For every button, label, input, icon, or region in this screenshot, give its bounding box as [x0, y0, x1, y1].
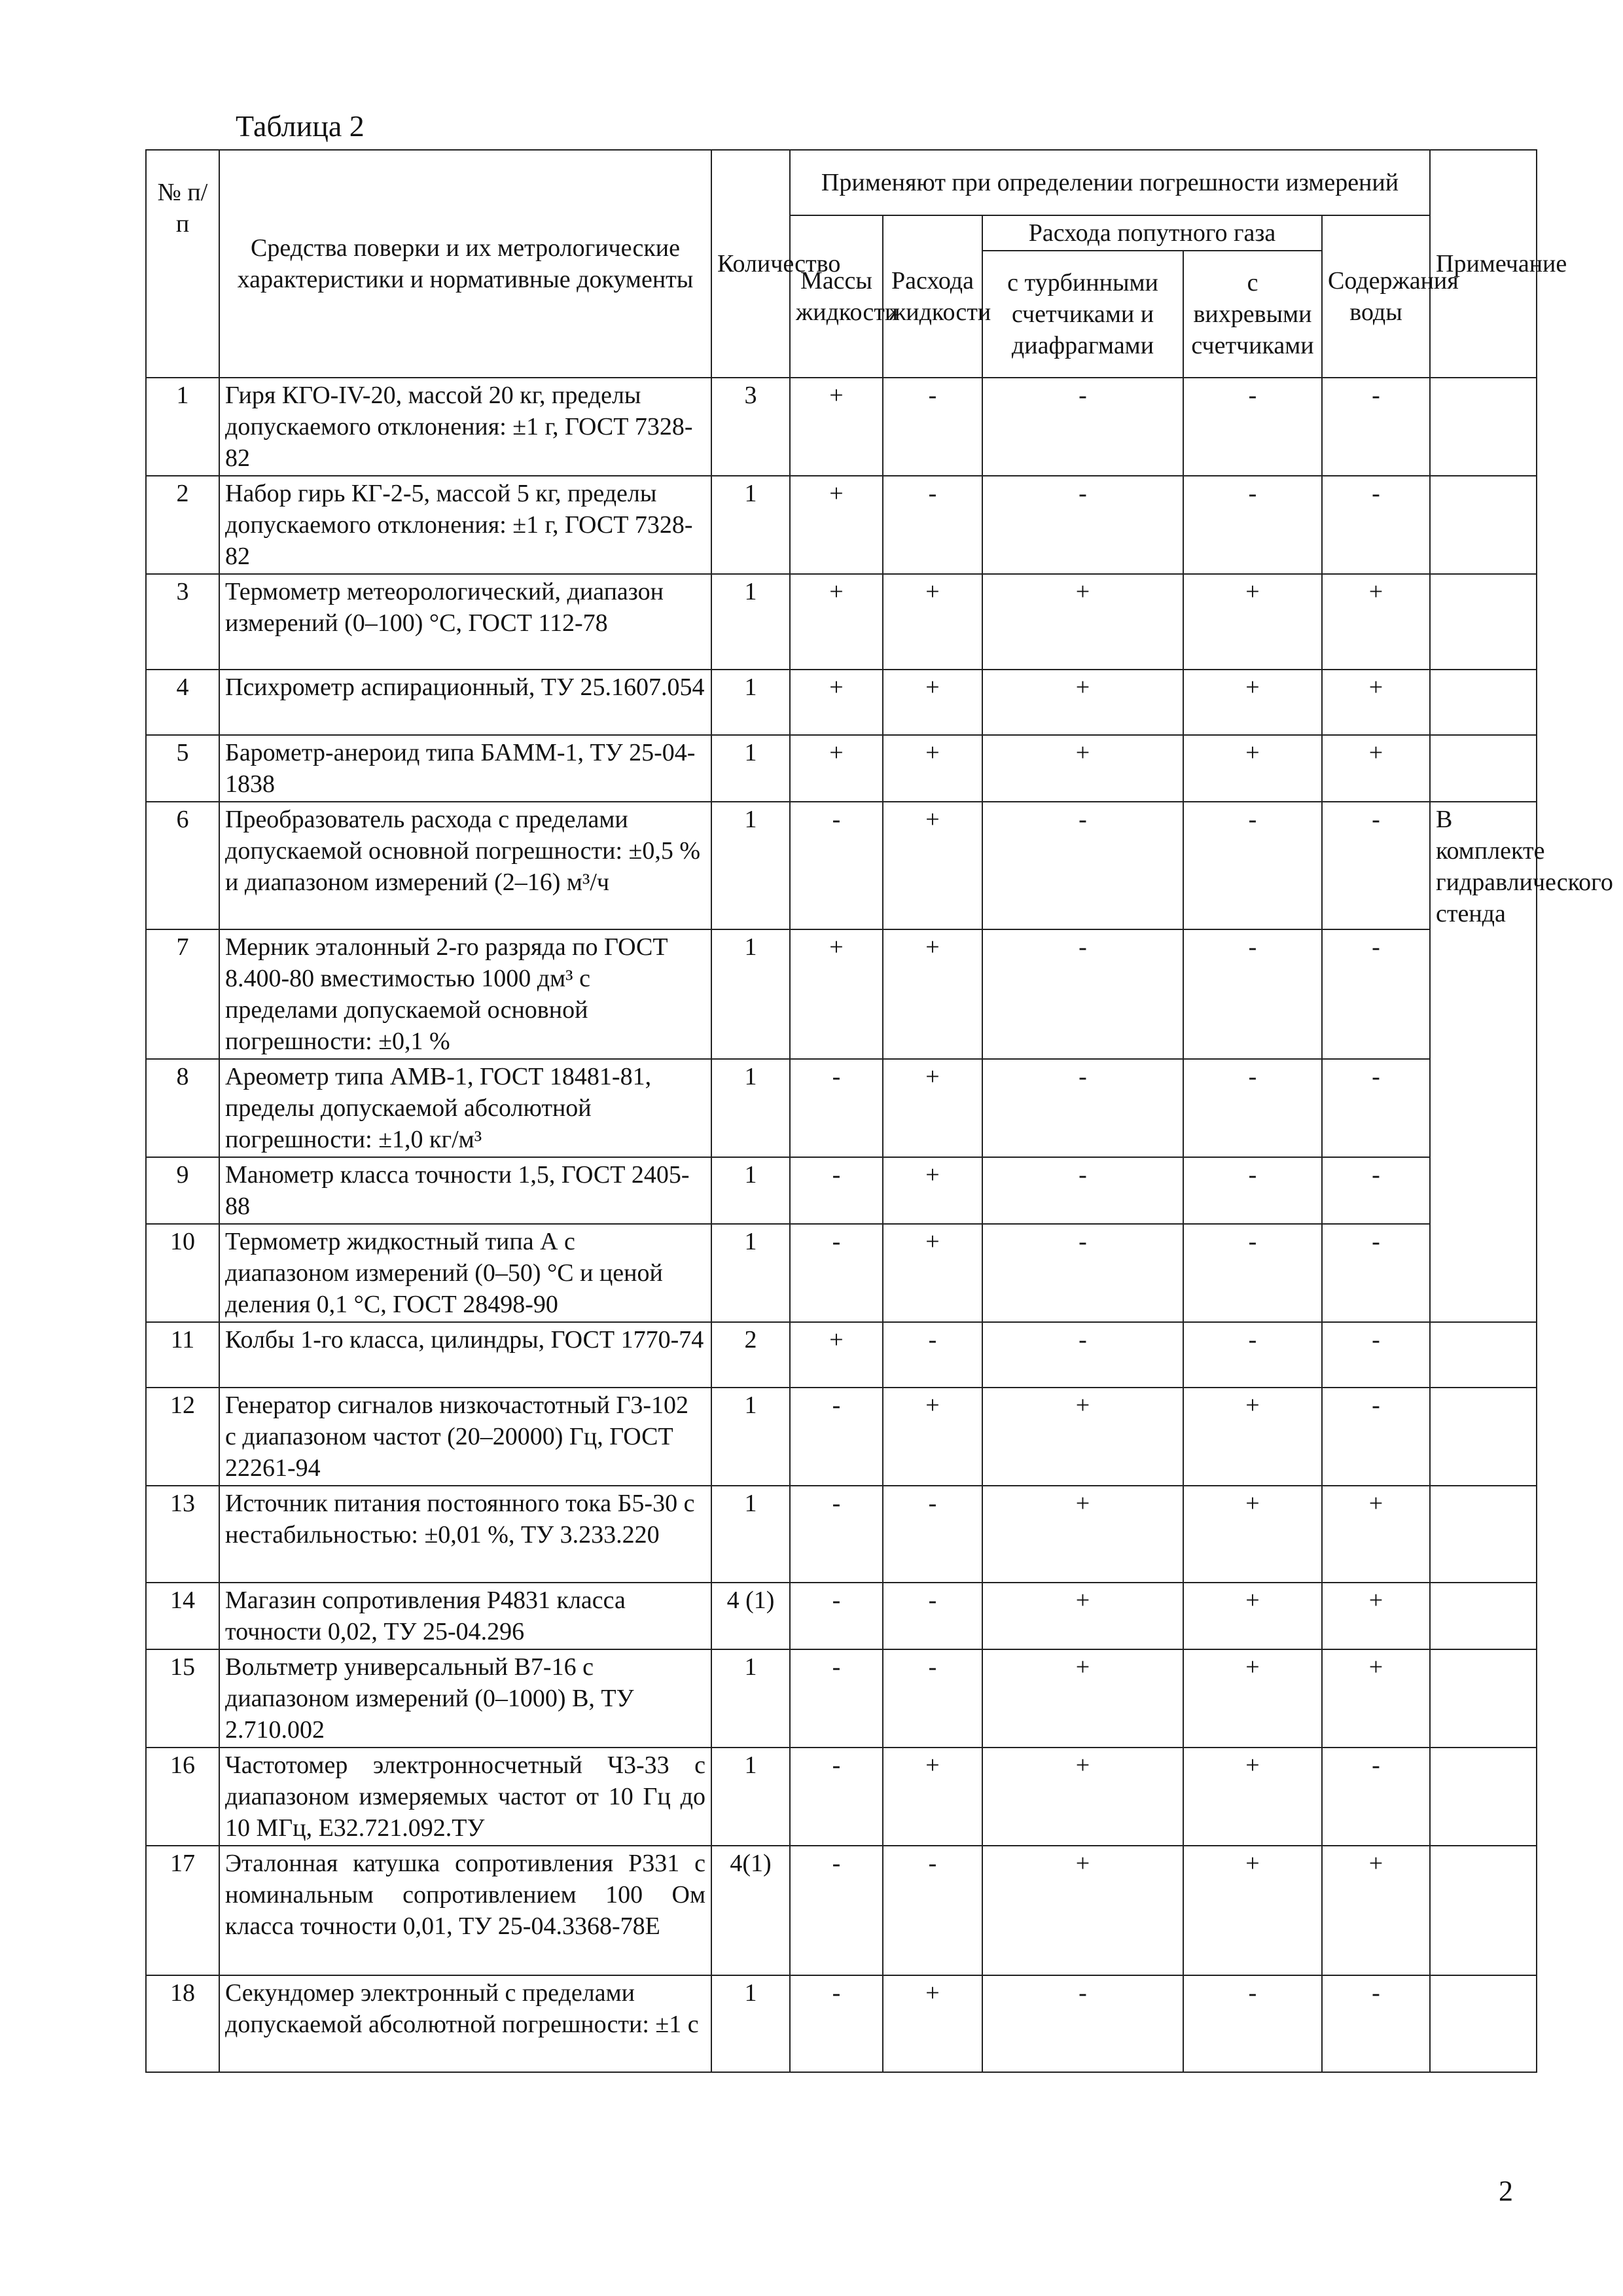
cell-turb: - — [982, 476, 1183, 574]
row-description: Психрометр аспирационный, ТУ 25.1607.054 — [219, 670, 711, 735]
cell-mass: - — [790, 1748, 883, 1846]
cell-flow: + — [883, 670, 982, 735]
cell-qty: 4(1) — [711, 1846, 790, 1975]
cell-water: + — [1322, 1846, 1430, 1975]
table-row — [146, 476, 1537, 574]
cell-vort: - — [1183, 378, 1322, 476]
header-flow-liquid: Расхода жидкости — [883, 215, 982, 378]
table-row — [146, 1583, 1537, 1649]
cell-flow: + — [883, 1748, 982, 1846]
cell-flow: - — [883, 1583, 982, 1649]
cell-water: + — [1322, 574, 1430, 670]
table-row — [146, 670, 1537, 735]
cell-vort: + — [1183, 1748, 1322, 1846]
table-row — [146, 1157, 1537, 1224]
cell-mass: - — [790, 802, 883, 929]
cell-vort: + — [1183, 1388, 1322, 1486]
cell-qty: 1 — [711, 929, 790, 1059]
cell-vort: - — [1183, 929, 1322, 1059]
row-description: Набор гирь КГ-2-5, массой 5 кг, пределы допускаемого отклонения: ±1 г, ГОСТ 7328-82 — [219, 476, 711, 574]
cell-turb: + — [982, 574, 1183, 670]
header-turbine: с турбинными счетчиками и диафрагмами — [982, 251, 1183, 378]
cell-turb: - — [982, 1322, 1183, 1388]
cell-vort: + — [1183, 1846, 1322, 1975]
row-number: 12 — [146, 1388, 219, 1486]
cell-vort: - — [1183, 1157, 1322, 1224]
cell-turb: + — [982, 735, 1183, 802]
table-row — [146, 378, 1537, 476]
cell-vort: - — [1183, 1975, 1322, 2072]
row-description: Ареометр типа АМВ-1, ГОСТ 18481-81, пределы допускаемой абсолютной погрешности: ±1,0 кг/м³ — [219, 1059, 711, 1157]
table-row — [146, 802, 1537, 929]
cell-mass: + — [790, 1322, 883, 1388]
cell-note-empty — [1430, 378, 1537, 476]
cell-mass: - — [790, 1388, 883, 1486]
row-number: 2 — [146, 476, 219, 574]
table-row — [146, 1486, 1537, 1583]
row-number: 9 — [146, 1157, 219, 1224]
cell-water: + — [1322, 1649, 1430, 1748]
cell-water: - — [1322, 1388, 1430, 1486]
cell-note-empty — [1430, 1975, 1537, 2072]
cell-qty: 1 — [711, 476, 790, 574]
cell-flow: - — [883, 1846, 982, 1975]
cell-flow: + — [883, 1157, 982, 1224]
cell-qty: 1 — [711, 1975, 790, 2072]
cell-water: - — [1322, 929, 1430, 1059]
cell-note-empty — [1430, 574, 1537, 670]
cell-turb: + — [982, 1388, 1183, 1486]
cell-qty: 1 — [711, 1059, 790, 1157]
cell-qty: 1 — [711, 1748, 790, 1846]
header-note: Примечание — [1430, 150, 1537, 378]
row-description: Частотомер электронносчетный Ч3-33 с диапазоном измеряемых частот от 10 Гц до 10 МГц, Е32.721.092.ТУ — [219, 1748, 711, 1846]
cell-mass: - — [790, 1846, 883, 1975]
table-row — [146, 1748, 1537, 1846]
header-applied: Применяют при определении погрешности измерений — [790, 150, 1430, 215]
row-description: Термометр жидкостный типа А с диапазоном измерений (0–50) °С и ценой деления 0,1 °С, ГОСТ 28498-90 — [219, 1224, 711, 1322]
cell-turb: - — [982, 929, 1183, 1059]
cell-water: - — [1322, 476, 1430, 574]
table-row — [146, 1649, 1537, 1748]
cell-qty: 1 — [711, 1388, 790, 1486]
cell-qty: 1 — [711, 574, 790, 670]
cell-water: - — [1322, 1748, 1430, 1846]
cell-vort: - — [1183, 1224, 1322, 1322]
cell-note-empty — [1430, 1649, 1537, 1748]
cell-mass: - — [790, 1649, 883, 1748]
cell-water: + — [1322, 735, 1430, 802]
cell-flow: - — [883, 1322, 982, 1388]
cell-water: - — [1322, 378, 1430, 476]
cell-turb: - — [982, 1157, 1183, 1224]
cell-water: - — [1322, 802, 1430, 929]
cell-turb: + — [982, 1583, 1183, 1649]
cell-water: - — [1322, 1157, 1430, 1224]
row-description: Секундомер электронный с пределами допускаемой абсолютной погрешности: ±1 с — [219, 1975, 711, 2072]
cell-vort: - — [1183, 1059, 1322, 1157]
table-row — [146, 1846, 1537, 1975]
cell-mass: - — [790, 1583, 883, 1649]
row-description: Магазин сопротивления Р4831 класса точности 0,02, ТУ 25-04.296 — [219, 1583, 711, 1649]
row-description: Мерник эталонный 2-го разряда по ГОСТ 8.400-80 вместимостью 1000 дм³ с пределами допускаемой основной погрешности: ±0,1 % — [219, 929, 711, 1059]
header-mass: Массы жидкости — [790, 215, 883, 378]
cell-qty: 1 — [711, 1157, 790, 1224]
row-number: 11 — [146, 1322, 219, 1388]
cell-note-empty — [1430, 476, 1537, 574]
cell-vort: + — [1183, 735, 1322, 802]
cell-turb: + — [982, 1649, 1183, 1748]
cell-flow: + — [883, 735, 982, 802]
cell-note-empty — [1430, 735, 1537, 802]
cell-vort: + — [1183, 1583, 1322, 1649]
cell-note-empty — [1430, 1846, 1537, 1975]
row-number: 13 — [146, 1486, 219, 1583]
row-description: Генератор сигналов низкочастотный Г3-102 с диапазоном частот (20–20000) Гц, ГОСТ 22261-94 — [219, 1388, 711, 1486]
cell-turb: - — [982, 378, 1183, 476]
cell-turb: + — [982, 1748, 1183, 1846]
cell-flow: - — [883, 378, 982, 476]
cell-vort: + — [1183, 670, 1322, 735]
table-row — [146, 1975, 1537, 2072]
cell-flow: + — [883, 1224, 982, 1322]
cell-turb: - — [982, 1224, 1183, 1322]
cell-flow: - — [883, 476, 982, 574]
cell-qty: 1 — [711, 1486, 790, 1583]
cell-mass: + — [790, 574, 883, 670]
row-number: 7 — [146, 929, 219, 1059]
cell-turb: + — [982, 1846, 1183, 1975]
row-description: Преобразователь расхода с пределами допускаемой основной погрешности: ±0,5 % и диапазоном измерений (2–16) м³/ч — [219, 802, 711, 929]
row-number: 4 — [146, 670, 219, 735]
cell-water: - — [1322, 1975, 1430, 2072]
cell-mass: + — [790, 929, 883, 1059]
cell-water: + — [1322, 1583, 1430, 1649]
cell-turb: + — [982, 670, 1183, 735]
cell-water: - — [1322, 1224, 1430, 1322]
header-number: № п/п — [146, 150, 219, 378]
cell-water: - — [1322, 1322, 1430, 1388]
table-body — [146, 378, 1613, 2072]
cell-mass: + — [790, 735, 883, 802]
cell-qty: 1 — [711, 1224, 790, 1322]
cell-qty: 1 — [711, 802, 790, 929]
cell-vort: - — [1183, 802, 1322, 929]
row-description: Колбы 1-го класса, цилиндры, ГОСТ 1770-74 — [219, 1322, 711, 1388]
cell-note-empty — [1430, 670, 1537, 735]
cell-flow: - — [883, 1486, 982, 1583]
row-number: 17 — [146, 1846, 219, 1975]
table-caption: Таблица 2 — [236, 109, 365, 143]
cell-note-empty — [1430, 1388, 1537, 1486]
cell-turb: - — [982, 1975, 1183, 2072]
cell-vort: + — [1183, 1649, 1322, 1748]
cell-qty: 1 — [711, 670, 790, 735]
row-number: 10 — [146, 1224, 219, 1322]
row-description: Эталонная катушка сопротивления Р331 с номинальным сопротивлением 100 Ом класса точности 0,01, ТУ 25-04.3368-78Е — [219, 1846, 711, 1975]
header-flow-gas: Расхода попутного газа — [982, 215, 1322, 251]
header-quantity: Количество — [711, 150, 790, 378]
cell-vort: - — [1183, 1322, 1322, 1388]
row-number: 14 — [146, 1583, 219, 1649]
cell-mass: + — [790, 476, 883, 574]
page-number: 2 — [1499, 2175, 1513, 2207]
verification-means-table — [145, 149, 1613, 2073]
cell-qty: 1 — [711, 1649, 790, 1748]
row-number: 16 — [146, 1748, 219, 1846]
cell-vort: + — [1183, 1486, 1322, 1583]
table-row — [146, 929, 1537, 1059]
row-description: Гиря КГО-IV-20, массой 20 кг, пределы допускаемого отклонения: ±1 г, ГОСТ 7328-82 — [219, 378, 711, 476]
row-number: 8 — [146, 1059, 219, 1157]
row-description: Манометр класса точности 1,5, ГОСТ 2405-88 — [219, 1157, 711, 1224]
cell-note-empty — [1430, 1583, 1537, 1649]
table-row — [146, 1224, 1537, 1322]
cell-turb: + — [982, 1486, 1183, 1583]
cell-note-empty — [1430, 1748, 1537, 1846]
table-row — [146, 735, 1537, 802]
cell-qty: 1 — [711, 735, 790, 802]
cell-turb: - — [982, 802, 1183, 929]
table-row — [146, 1322, 1537, 1388]
cell-mass: - — [790, 1224, 883, 1322]
cell-note: В комплекте гидравлического стенда — [1430, 802, 1537, 1322]
row-number: 5 — [146, 735, 219, 802]
cell-water: + — [1322, 1486, 1430, 1583]
table-row — [146, 574, 1537, 670]
cell-water: - — [1322, 1059, 1430, 1157]
cell-flow: + — [883, 1059, 982, 1157]
row-description: Барометр-анероид типа БАММ-1, ТУ 25-04-1838 — [219, 735, 711, 802]
cell-note-empty — [1430, 1322, 1537, 1388]
cell-mass: + — [790, 378, 883, 476]
header-vortex: с вихревыми счетчиками — [1183, 251, 1322, 378]
cell-mass: - — [790, 1975, 883, 2072]
row-number: 18 — [146, 1975, 219, 2072]
header-means: Средства поверки и их метрологические характеристики и нормативные документы — [219, 150, 711, 378]
cell-mass: + — [790, 670, 883, 735]
cell-flow: + — [883, 1388, 982, 1486]
header-water: Содержания воды — [1322, 215, 1430, 378]
cell-water: + — [1322, 670, 1430, 735]
cell-flow: + — [883, 802, 982, 929]
row-number: 6 — [146, 802, 219, 929]
cell-flow: - — [883, 1649, 982, 1748]
cell-flow: + — [883, 574, 982, 670]
table-row — [146, 1059, 1537, 1157]
cell-vort: - — [1183, 476, 1322, 574]
row-number: 15 — [146, 1649, 219, 1748]
row-description: Термометр метеорологический, диапазон измерений (0–100) °С, ГОСТ 112-78 — [219, 574, 711, 670]
cell-qty: 2 — [711, 1322, 790, 1388]
row-number: 3 — [146, 574, 219, 670]
cell-turb: - — [982, 1059, 1183, 1157]
cell-flow: + — [883, 929, 982, 1059]
row-description: Источник питания постоянного тока Б5-30 с нестабильностью: ±0,01 %, ТУ 3.233.220 — [219, 1486, 711, 1583]
cell-qty: 3 — [711, 378, 790, 476]
cell-vort: + — [1183, 574, 1322, 670]
cell-mass: - — [790, 1059, 883, 1157]
cell-mass: - — [790, 1157, 883, 1224]
table-row — [146, 1388, 1537, 1486]
cell-mass: - — [790, 1486, 883, 1583]
row-number: 1 — [146, 378, 219, 476]
cell-qty: 4 (1) — [711, 1583, 790, 1649]
row-description: Вольтметр универсальный В7-16 с диапазоном измерений (0–1000) В, ТУ 2.710.002 — [219, 1649, 711, 1748]
cell-note-empty — [1430, 1486, 1537, 1583]
cell-flow: + — [883, 1975, 982, 2072]
